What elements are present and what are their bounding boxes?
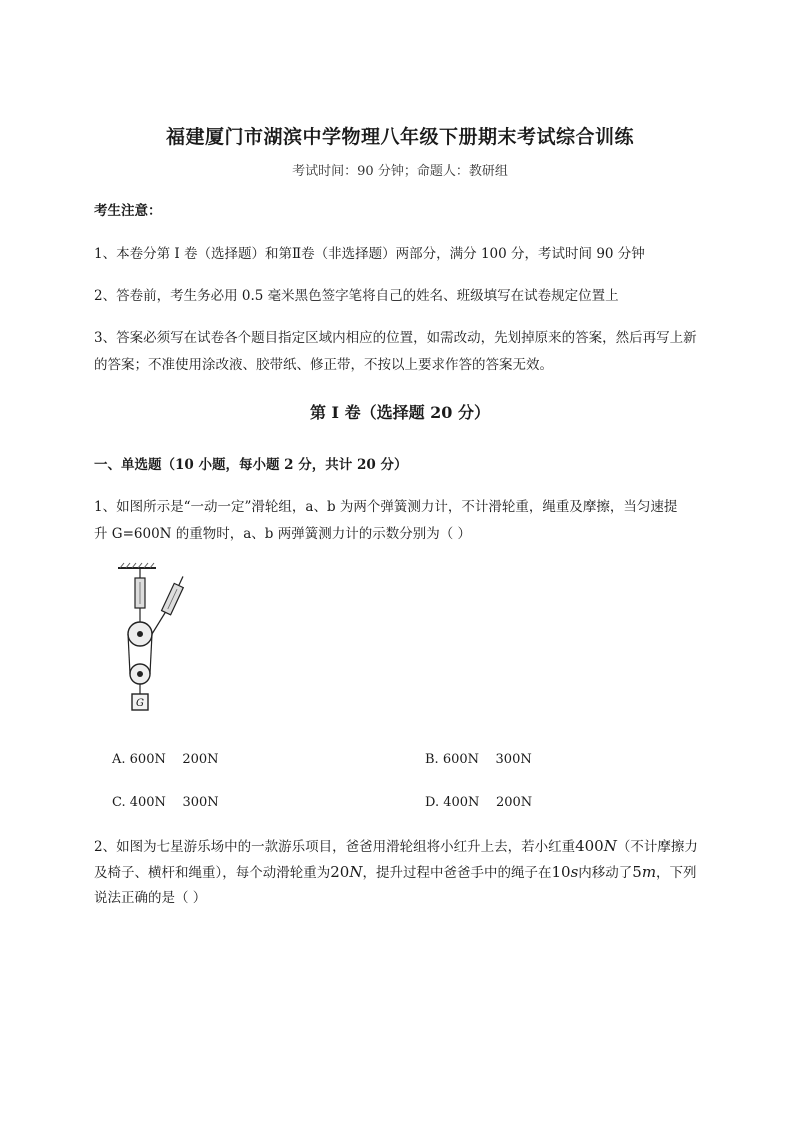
page-subtitle: 考试时间：90 分钟；命题人：教研组 [292,164,508,179]
notice-item-2: 2、答卷前，考生务必用 0.5 毫米黑色签字笔将自己的姓名、班级填写在试卷规定位置上 [94,288,619,304]
question-2-line-2: 及椅子、横杆和绳重），每个动滑轮重为20N，提升过程中爸爸手中的绳子在10s内移动了5m，下列 [94,863,697,881]
question-1-line-1: 1、如图所示是“一动一定”滑轮组，a、b 为两个弹簧测力计，不计滑轮重，绳重及摩擦，当匀速提 [94,499,678,515]
page-title: 福建厦门市湖滨中学物理八年级下册期末考试综合训练 [165,126,634,148]
q1-option-d[interactable]: D. 400N 200N [425,795,533,810]
pulley-figure [112,560,192,720]
section-title: 第 I 卷（选择题 20 分） [309,403,491,422]
notice-item-3-cont: 的答案；不准使用涂改液、胶带纸、修正带，不按以上要求作答的答案无效。 [94,357,553,373]
question-1-line-2: 升 G=600N 的重物时，a、b 两弹簧测力计的示数分别为（ ） [94,526,472,542]
q1-option-c[interactable]: C. 400N 300N [112,795,219,810]
q1-option-a[interactable]: A. 600N 200N [112,752,219,767]
question-2-line-3: 说法正确的是（ ） [94,890,207,906]
part-heading: 一、单选题（10 小题，每小题 2 分，共计 20 分） [94,457,408,473]
q1-option-b[interactable]: B. 600N 300N [425,752,532,767]
notice-item-3: 3、答案必须写在试卷各个题目指定区域内相应的位置，如需改动，先划掉原来的答案，然后再写上新 [94,330,697,346]
weight-label: G [136,698,144,709]
notice-heading: 考生注意： [94,203,162,219]
spring-scale-b [162,574,188,614]
notice-item-1: 1、本卷分第 I 卷（选择题）和第Ⅱ卷（非选择题）两部分，满分 100 分，考试时间 90 分钟 [94,246,645,262]
question-2-line-1: 2、如图为七星游乐场中的一款游乐项目，爸爸用滑轮组将小红升上去，若小红重400N（不计摩擦力 [94,837,698,855]
